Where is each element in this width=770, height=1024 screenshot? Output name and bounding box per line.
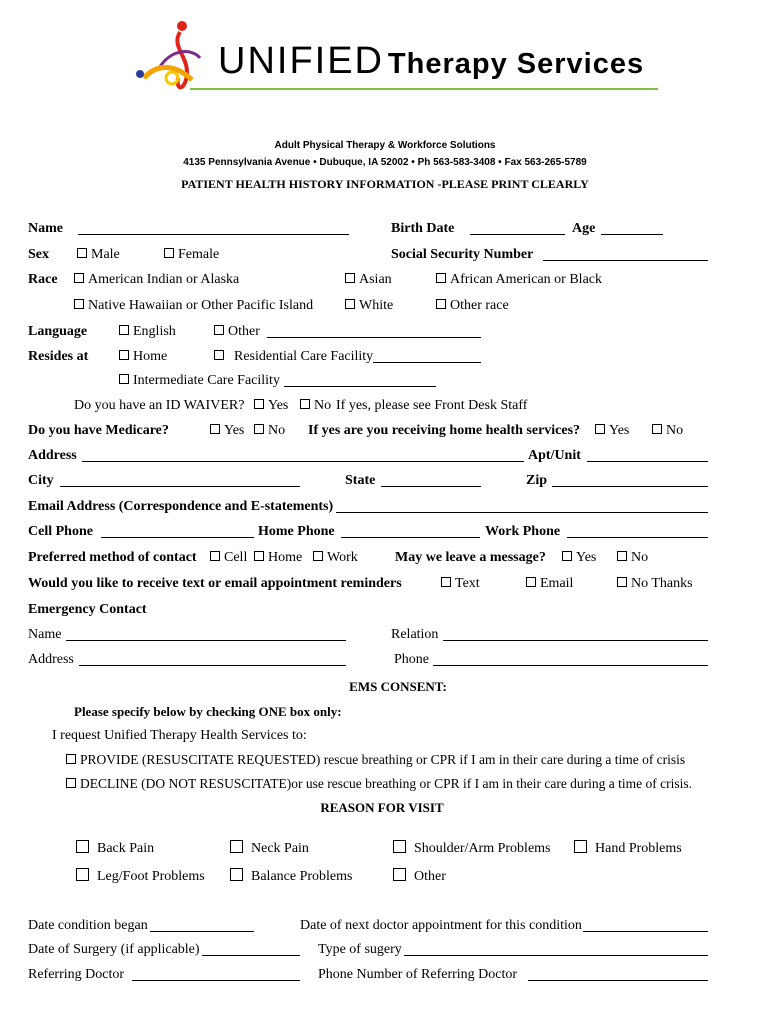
emergency-contact-heading: Emergency Contact [28,602,147,617]
surgery-type-field[interactable] [404,955,708,956]
ssn-label: Social Security Number [391,247,534,262]
leg-foot-label: Leg/Foot Problems [97,869,205,884]
relation-label: Relation [391,627,439,642]
shoulder-arm-label: Shoulder/Arm Problems [414,841,551,856]
residential-field[interactable] [373,362,481,363]
other-race-checkbox[interactable] [436,299,446,309]
emergency-name-field[interactable] [66,640,346,641]
female-checkbox[interactable] [164,248,174,258]
ems-instruction: Please specify below by checking ONE box only: [74,704,342,719]
reason-balance[interactable] [230,868,352,885]
address-field[interactable] [82,461,524,462]
neck-pain-checkbox[interactable] [230,840,243,853]
emergency-address-field[interactable] [79,665,346,666]
preferred-home-label: Home [268,550,303,565]
state-label: State [345,473,376,488]
age-label: Age [572,221,596,236]
leave-message-no[interactable] [617,550,648,566]
native-hawaiian-option[interactable] [74,298,313,314]
residential-label: Residential Care Facility [234,349,374,364]
leave-message-yes-label: Yes [576,550,597,565]
preferred-work-checkbox[interactable] [313,551,323,561]
other-reason-label: Other [414,869,446,884]
reason-shoulder-arm[interactable] [393,840,551,857]
medicare-no-checkbox[interactable] [254,424,264,434]
logo-brand: UNIFIED [218,40,384,82]
preferred-cell-checkbox[interactable] [210,551,220,561]
ems-decline-label: DECLINE (DO NOT RESUSCITATE)or use rescue breathing or CPR if I am in their care during a time of crisis. [80,776,693,791]
reminders-label: Would you like to receive text or email appointment reminders [28,576,402,591]
id-waiver-note: If yes, please see Front Desk Staff [336,398,528,413]
intermediate-checkbox[interactable] [119,374,129,384]
white-label: White [359,298,394,313]
logo-underline [190,88,658,90]
preferred-home[interactable] [254,550,302,566]
medicare-label: Do you have Medicare? [28,423,169,438]
birth-date-field[interactable] [470,234,565,235]
other-race-label: Other race [450,298,509,313]
african-american-option[interactable] [436,272,602,288]
surgery-date-label: Date of Surgery (if applicable) [28,942,200,957]
emergency-phone-label: Phone [394,652,429,667]
logo-mark [130,18,220,98]
birth-date-label: Birth Date [391,221,455,236]
city-label: City [28,473,54,488]
preferred-work-label: Work [327,550,358,565]
balance-checkbox[interactable] [230,868,243,881]
id-waiver-question: Do you have an ID WAIVER? [74,398,245,413]
reminder-no-thanks[interactable] [617,576,693,592]
leave-message-no-checkbox[interactable] [617,551,627,561]
reminder-text-checkbox[interactable] [441,577,451,587]
other-language-checkbox[interactable] [214,325,224,335]
ems-provide-option[interactable] [66,752,685,768]
reminder-text[interactable] [441,576,480,592]
leg-foot-checkbox[interactable] [76,868,89,881]
home-health-no-label: No [666,423,684,438]
african-american-label: African American or Black [450,272,602,287]
city-field[interactable] [60,486,300,487]
ems-request: I request Unified Therapy Health Services to: [52,728,307,743]
cell-phone-field[interactable] [101,537,254,538]
apt-field[interactable] [587,461,708,462]
ems-decline-checkbox[interactable] [66,778,76,788]
home-health-yes[interactable] [595,423,629,439]
email-field[interactable] [336,512,708,513]
other-reason-checkbox[interactable] [393,868,406,881]
other-language-label: Other [228,324,260,339]
work-phone-field[interactable] [567,537,708,538]
reminder-email[interactable] [526,576,573,592]
reminder-no-thanks-checkbox[interactable] [617,577,627,587]
age-field[interactable] [601,234,663,235]
cell-phone-label: Cell Phone [28,524,93,539]
preferred-work[interactable] [313,550,358,566]
date-began-label: Date condition began [28,918,148,933]
medicare-yes[interactable] [210,423,244,439]
intermediate-field[interactable] [284,386,436,387]
surgery-type-label: Type of sugery [318,942,402,957]
male-checkbox[interactable] [77,248,87,258]
white-option[interactable] [345,298,393,314]
reminder-email-label: Email [540,576,574,591]
emergency-name-label: Name [28,627,62,642]
ref-phone-field[interactable] [528,980,708,981]
female-option[interactable] [164,247,219,263]
male-label: Male [91,247,120,262]
am-indian-checkbox[interactable] [74,273,84,283]
medicare-no-label: No [268,423,286,438]
back-pain-label: Back Pain [97,841,155,856]
balance-label: Balance Problems [251,869,353,884]
id-waiver-no-label: No [314,398,332,413]
reason-other[interactable] [393,868,446,885]
residential-checkbox[interactable] [214,350,224,360]
hand-problems-checkbox[interactable] [574,840,587,853]
leave-message-yes[interactable] [562,550,596,566]
address-label: Address [28,448,77,463]
home-health-yes-label: Yes [609,423,630,438]
relation-field[interactable] [443,640,708,641]
zip-label: Zip [526,473,548,488]
intermediate-label: Intermediate Care Facility [133,373,280,388]
id-waiver-no-checkbox[interactable] [300,399,310,409]
ems-provide-checkbox[interactable] [66,754,76,764]
surgery-date-field[interactable] [202,955,300,956]
neck-pain-label: Neck Pain [251,841,309,856]
reminder-text-label: Text [455,576,480,591]
english-label: English [133,324,176,339]
asian-checkbox[interactable] [345,273,355,283]
african-american-checkbox[interactable] [436,273,446,283]
leave-message-label: May we leave a message? [395,550,546,565]
ref-phone-label: Phone Number of Referring Doctor [318,967,518,982]
home-checkbox[interactable] [119,350,129,360]
work-phone-label: Work Phone [485,524,561,539]
hand-problems-label: Hand Problems [595,841,682,856]
resides-label: Resides at [28,349,89,364]
state-field[interactable] [381,486,481,487]
id-waiver-yes-checkbox[interactable] [254,399,264,409]
name-field[interactable] [78,234,349,235]
male-option[interactable] [77,247,120,263]
preferred-contact-label: Preferred method of contact [28,550,197,565]
preferred-cell[interactable] [210,550,247,566]
other-race-option[interactable] [436,298,509,314]
ems-decline-option[interactable] [66,776,692,792]
home-option[interactable] [119,349,167,365]
reminder-no-thanks-label: No Thanks [631,576,693,591]
reminder-email-checkbox[interactable] [526,577,536,587]
shoulder-arm-checkbox[interactable] [393,840,406,853]
preferred-home-checkbox[interactable] [254,551,264,561]
next-appt-label: Date of next doctor appointment for this condition [300,918,582,933]
leave-message-yes-checkbox[interactable] [562,551,572,561]
ref-doctor-field[interactable] [132,980,300,981]
home-health-label: If yes are you receiving home health services? [308,423,581,438]
english-checkbox[interactable] [119,325,129,335]
email-label: Email Address (Correspondence and E-statements) [28,499,334,514]
ssn-field[interactable] [543,260,708,261]
id-waiver-yes-label: Yes [268,398,289,413]
am-indian-label: American Indian or Alaska [88,272,240,287]
white-checkbox[interactable] [345,299,355,309]
residential-option[interactable] [214,349,373,365]
home-phone-label: Home Phone [258,524,335,539]
am-indian-option[interactable] [74,272,239,288]
name-label: Name [28,221,63,236]
asian-label: Asian [359,272,392,287]
native-hawaiian-checkbox[interactable] [74,299,84,309]
preferred-cell-label: Cell [224,550,248,565]
intermediate-option[interactable] [119,373,280,389]
logo-tagline: Therapy Services [387,48,645,80]
emergency-address-label: Address [28,652,74,667]
ref-doctor-label: Referring Doctor [28,967,125,982]
id-waiver-yes[interactable] [254,398,288,414]
native-hawaiian-label: Native Hawaiian or Other Pacific Island [88,298,314,313]
home-label: Home [133,349,168,364]
home-health-no[interactable] [652,423,683,439]
other-language-option[interactable] [214,324,260,340]
home-health-yes-checkbox[interactable] [595,424,605,434]
reason-hand[interactable] [574,840,682,857]
id-waiver-no[interactable] [300,398,331,414]
next-appt-field[interactable] [583,931,708,932]
header-line1: Adult Physical Therapy & Workforce Solutions [274,140,496,151]
home-health-no-checkbox[interactable] [652,424,662,434]
medicare-yes-label: Yes [224,423,245,438]
header-line2: 4135 Pennsylvania Avenue • Dubuque, IA 52002 • Ph 563-583-3408 • Fax 563-265-5789 [183,157,587,168]
apt-label: Apt/Unit [528,448,581,463]
female-label: Female [178,247,220,262]
emergency-phone-field[interactable] [433,665,708,666]
reason-title: REASON FOR VISIT [320,800,444,815]
home-phone-field[interactable] [341,537,480,538]
form-title: PATIENT HEALTH HISTORY INFORMATION -PLEASE PRINT CLEARLY [181,177,589,191]
other-language-field[interactable] [267,337,481,338]
ems-provide-label: PROVIDE (RESUSCITATE REQUESTED) rescue breathing or CPR if I am in their care during a time of crisis [80,752,686,767]
asian-option[interactable] [345,272,392,288]
back-pain-checkbox[interactable] [76,840,89,853]
logo-text [218,40,644,83]
medicare-yes-checkbox[interactable] [210,424,220,434]
sex-label: Sex [28,247,49,262]
reason-leg-foot[interactable] [76,868,205,885]
reason-neck-pain[interactable] [230,840,309,857]
medicare-no[interactable] [254,423,285,439]
date-began-field[interactable] [150,931,254,932]
reason-back-pain[interactable] [76,840,154,857]
ems-title: EMS CONSENT: [349,679,447,694]
race-label: Race [28,272,58,287]
zip-field[interactable] [552,486,708,487]
english-option[interactable] [119,324,176,340]
leave-message-no-label: No [631,550,649,565]
language-label: Language [28,324,88,339]
